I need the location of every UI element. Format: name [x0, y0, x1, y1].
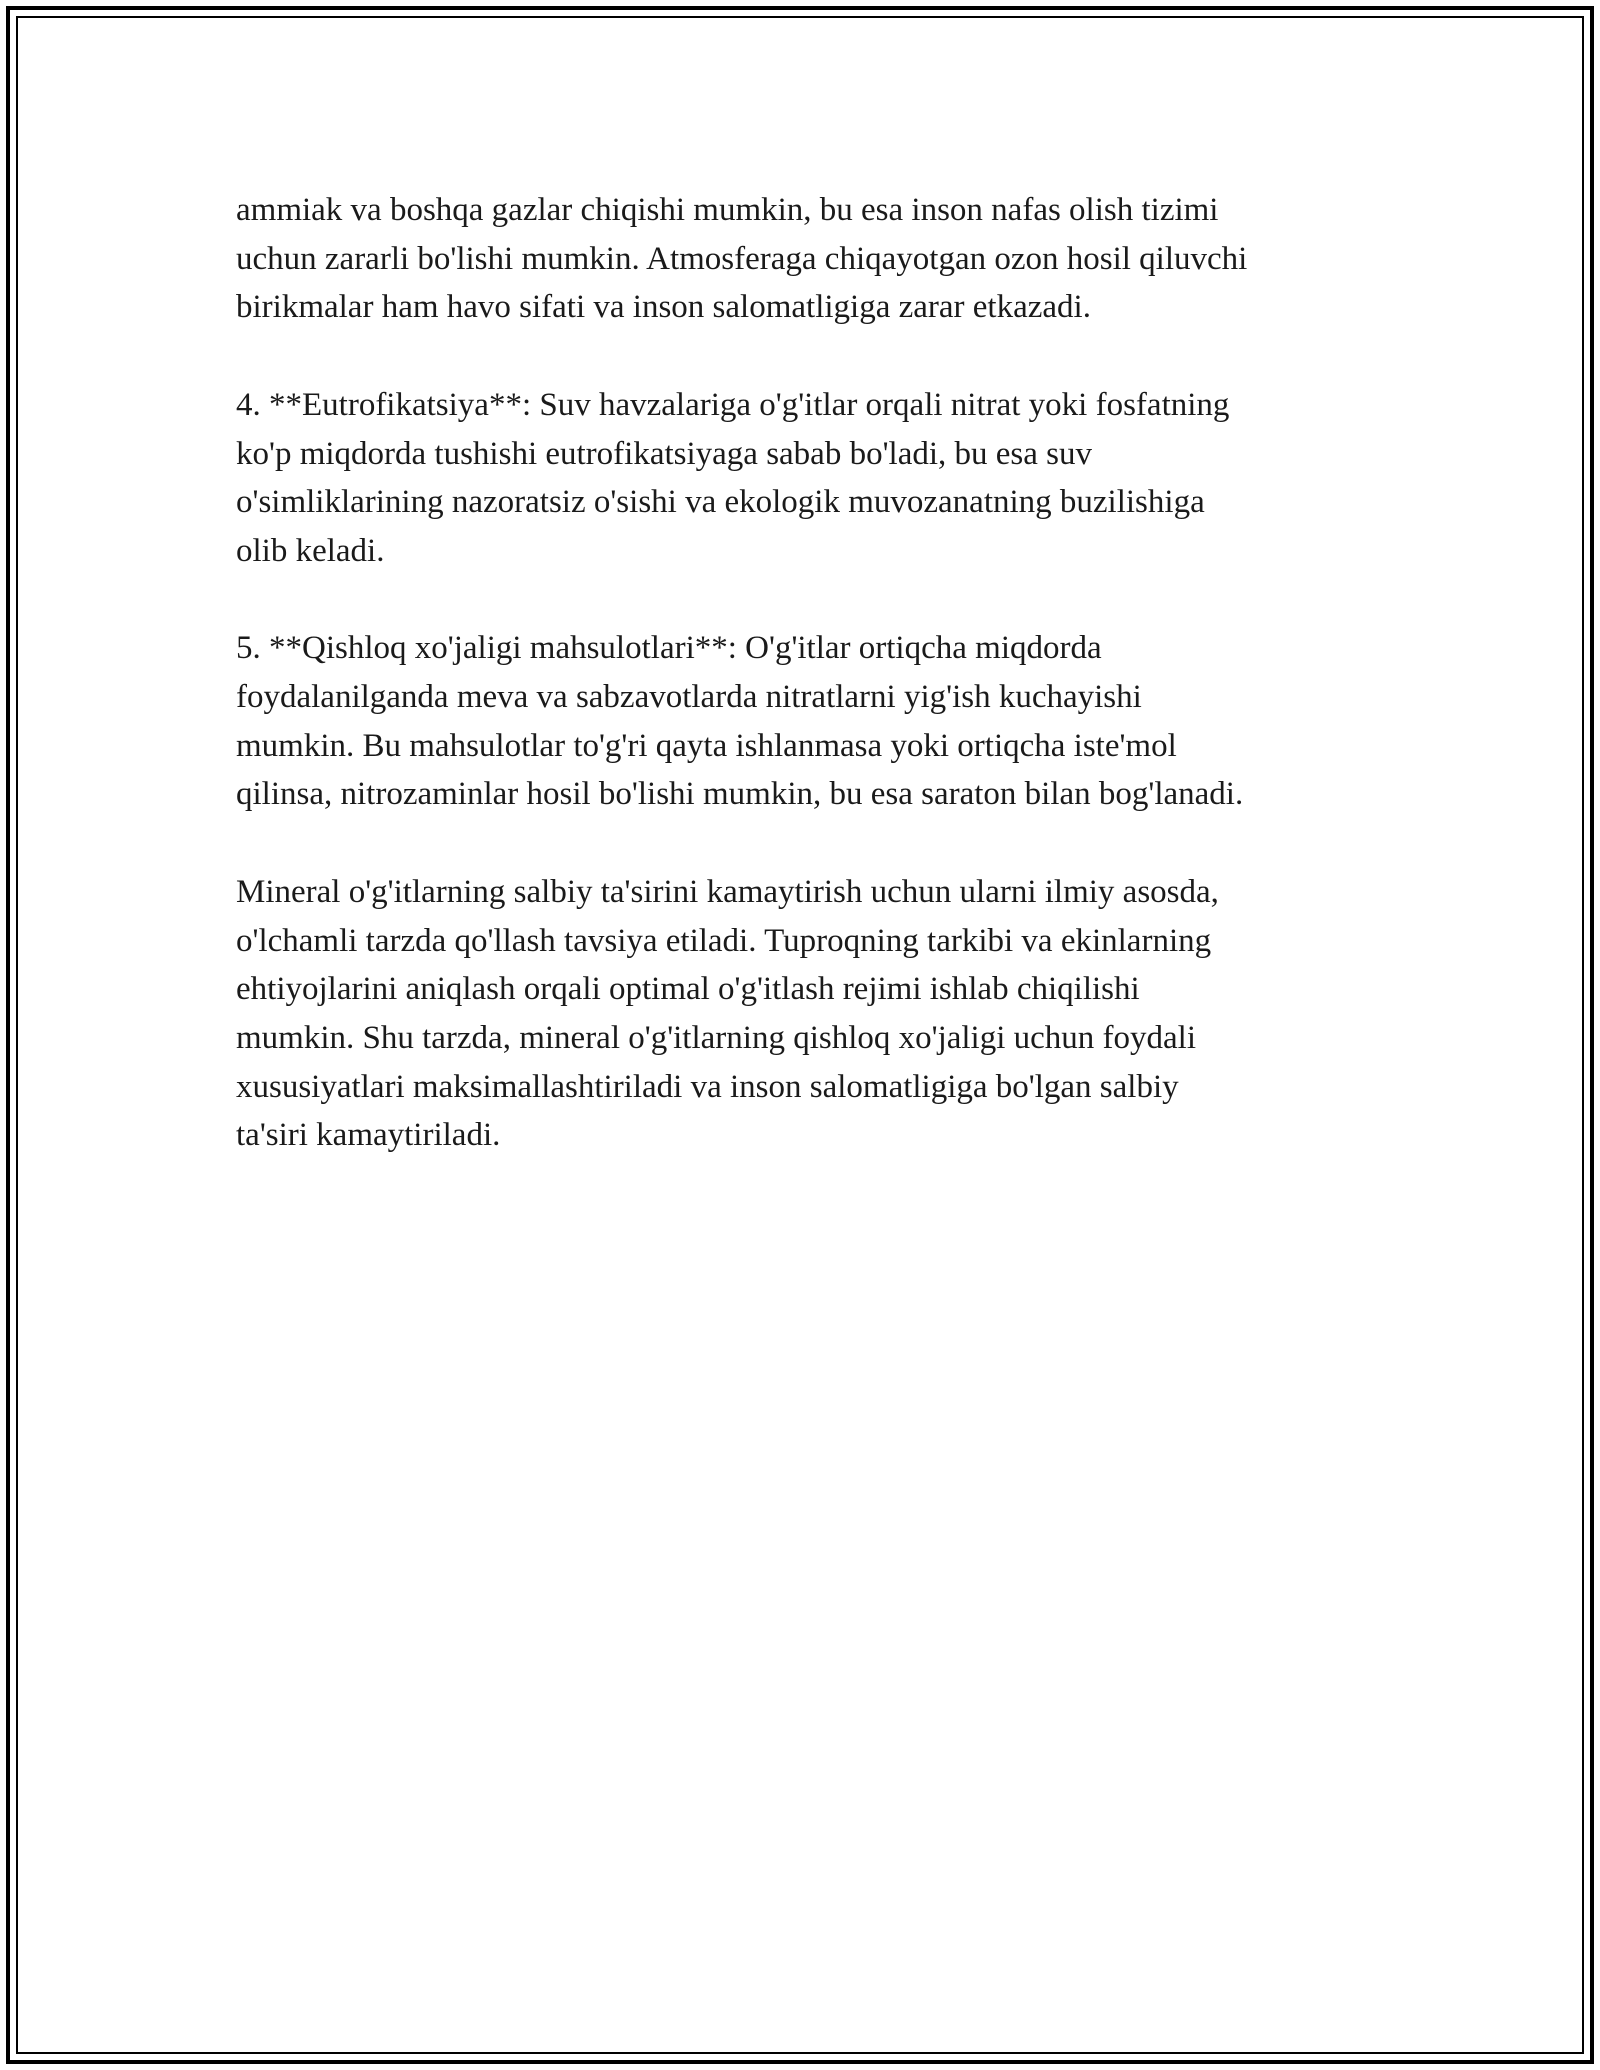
text-line: 4. **Eutrofikatsiya**: Suv havzalariga o'g'itlar orqali nitrat yoki fosfatning — [236, 386, 1230, 423]
text-line: olib keladi. — [236, 532, 385, 569]
text-line: qilinsa, nitrozaminlar hosil bo'lishi mumkin, bu esa saraton bilan bog'lanadi. — [236, 776, 1244, 813]
document-body — [236, 186, 1396, 1209]
paragraph-conclusion — [236, 868, 1396, 1160]
paragraph-agricultural-products — [236, 624, 1396, 819]
text-line: foydalanilganda meva va sabzavotlarda nitratlarni yig'ish kuchayishi — [236, 679, 1142, 715]
paragraph-health-gases — [236, 186, 1396, 332]
text-line: ehtiyojlarini aniqlash orqali optimal o'g'itlash rejimi ishlab chiqilishi — [236, 971, 1140, 1008]
text-line: 5. **Qishloq xo'jaligi mahsulotlari**: O'g'itlar ortiqcha miqdorda — [236, 630, 1102, 667]
text-line: o'simliklarining nazoratsiz o'sishi va ekologik muvozanatning buzilishiga — [236, 484, 1205, 521]
text-line: ta'siri kamaytiriladi. — [236, 1117, 501, 1154]
text-line: ko'p miqdorda tushishi eutrofikatsiyaga sabab bo'ladi, bu esa suv — [236, 435, 1092, 472]
text-line: mumkin. Bu mahsulotlar to'g'ri qayta ishlanmasa yoki ortiqcha iste'mol — [236, 727, 1177, 764]
text-line: uchun zararli bo'lishi mumkin. Atmosferaga chiqayotgan ozon hosil qiluvchi — [236, 240, 1248, 277]
text-line: ammiak va boshqa gazlar chiqishi mumkin, bu esa inson nafas olish tizimi — [236, 192, 1219, 228]
paragraph-eutrophication — [236, 381, 1396, 576]
text-line: xususiyatlari maksimallashtiriladi va inson salomatligiga bo'lgan salbiy — [236, 1068, 1179, 1105]
text-line: mumkin. Shu tarzda, mineral o'g'itlarning qishloq xo'jaligi uchun foydali — [236, 1019, 1197, 1056]
text-line: birikmalar ham havo sifati va inson salomatligiga zarar etkazadi. — [236, 289, 1091, 326]
text-line: o'lchamli tarzda qo'llash tavsiya etiladi. Tuproqning tarkibi va ekinlarning — [236, 922, 1212, 959]
text-line: Mineral o'g'itlarning salbiy ta'sirini kamaytirish uchun ularni ilmiy asosda, — [236, 873, 1219, 910]
